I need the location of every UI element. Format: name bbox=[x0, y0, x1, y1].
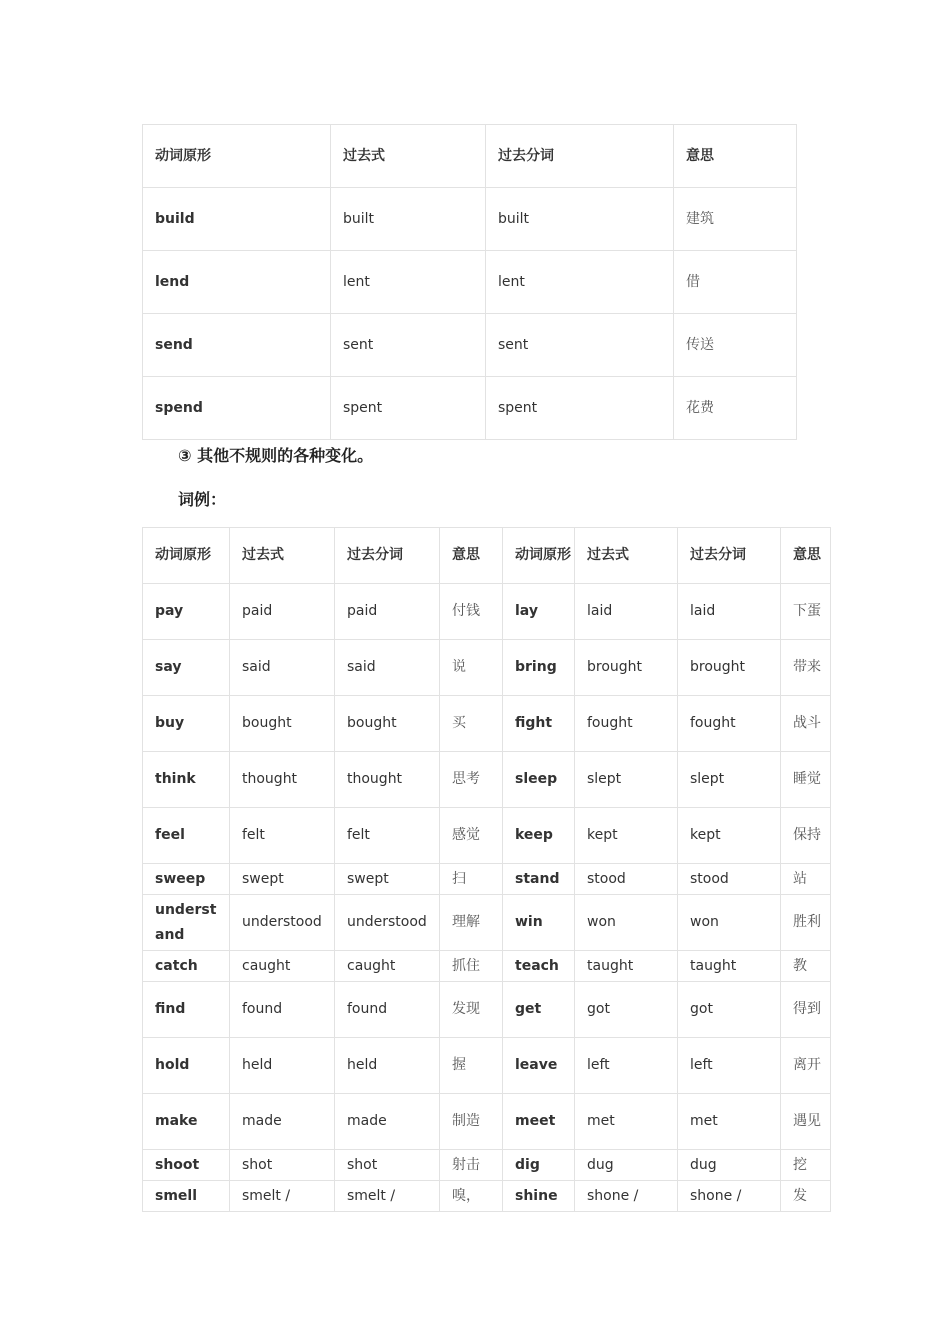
past-participle-cell: got bbox=[678, 982, 781, 1038]
table-row bbox=[143, 895, 831, 951]
example-label: 词例： bbox=[178, 490, 227, 509]
header-cell: 过去式 bbox=[575, 528, 678, 584]
base-form-cell: pay bbox=[143, 584, 230, 640]
past-participle-cell: built bbox=[486, 188, 674, 251]
table-row bbox=[143, 251, 797, 314]
past-participle-cell: stood bbox=[678, 864, 781, 895]
table-row bbox=[143, 1094, 831, 1150]
table-header-row bbox=[143, 528, 831, 584]
base-form-cell: send bbox=[143, 314, 331, 377]
base-form-cell: teach bbox=[503, 951, 575, 982]
meaning-cell: 战斗 bbox=[781, 696, 831, 752]
table-row bbox=[143, 696, 831, 752]
meaning-cell: 带来 bbox=[781, 640, 831, 696]
meaning-cell: 传送 bbox=[674, 314, 797, 377]
section-heading: ③ 其他不规则的各种变化。 bbox=[178, 446, 374, 465]
header-cell: 过去分词 bbox=[335, 528, 440, 584]
table-row bbox=[143, 808, 831, 864]
base-form-cell: smell bbox=[143, 1181, 230, 1212]
base-form-cell: dig bbox=[503, 1150, 575, 1181]
past-participle-cell: left bbox=[678, 1038, 781, 1094]
past-tense-cell: said bbox=[230, 640, 335, 696]
past-tense-cell: bought bbox=[230, 696, 335, 752]
base-form-cell: lay bbox=[503, 584, 575, 640]
meaning-cell: 制造 bbox=[440, 1094, 503, 1150]
header-cell: 动词原形 bbox=[143, 125, 331, 188]
past-participle-cell: lent bbox=[486, 251, 674, 314]
past-participle-cell: caught bbox=[335, 951, 440, 982]
table-row bbox=[143, 752, 831, 808]
past-participle-cell: found bbox=[335, 982, 440, 1038]
meaning-cell: 发现 bbox=[440, 982, 503, 1038]
past-tense-cell: brought bbox=[575, 640, 678, 696]
meaning-cell: 嗅， bbox=[440, 1181, 503, 1212]
table-row bbox=[143, 377, 797, 440]
past-tense-cell: slept bbox=[575, 752, 678, 808]
past-tense-cell: found bbox=[230, 982, 335, 1038]
past-tense-cell: won bbox=[575, 895, 678, 951]
past-participle-cell: laid bbox=[678, 584, 781, 640]
past-tense-cell: understood bbox=[230, 895, 335, 951]
past-participle-cell: kept bbox=[678, 808, 781, 864]
table-row bbox=[143, 1150, 831, 1181]
meaning-cell: 扫 bbox=[440, 864, 503, 895]
past-participle-cell: thought bbox=[335, 752, 440, 808]
base-form-cell: build bbox=[143, 188, 331, 251]
header-cell: 过去式 bbox=[230, 528, 335, 584]
past-participle-cell: sent bbox=[486, 314, 674, 377]
past-participle-cell: held bbox=[335, 1038, 440, 1094]
past-tense-cell: stood bbox=[575, 864, 678, 895]
past-tense-cell: left bbox=[575, 1038, 678, 1094]
header-cell: 动词原形 bbox=[143, 528, 230, 584]
past-tense-cell: swept bbox=[230, 864, 335, 895]
base-form-cell: feel bbox=[143, 808, 230, 864]
base-form-cell: buy bbox=[143, 696, 230, 752]
header-cell: 过去式 bbox=[331, 125, 486, 188]
meaning-cell: 下蛋 bbox=[781, 584, 831, 640]
past-tense-cell: laid bbox=[575, 584, 678, 640]
table-row bbox=[143, 1181, 831, 1212]
table-row bbox=[143, 982, 831, 1038]
base-form-cell: meet bbox=[503, 1094, 575, 1150]
past-participle-cell: won bbox=[678, 895, 781, 951]
base-form-cell: say bbox=[143, 640, 230, 696]
past-participle-cell: taught bbox=[678, 951, 781, 982]
past-tense-cell: felt bbox=[230, 808, 335, 864]
past-tense-cell: sent bbox=[331, 314, 486, 377]
base-form-cell: sleep bbox=[503, 752, 575, 808]
base-form-cell: bring bbox=[503, 640, 575, 696]
table-row bbox=[143, 314, 797, 377]
meaning-cell: 射击 bbox=[440, 1150, 503, 1181]
past-tense-cell: smelt / bbox=[230, 1181, 335, 1212]
meaning-cell: 理解 bbox=[440, 895, 503, 951]
past-tense-cell: built bbox=[331, 188, 486, 251]
past-participle-cell: slept bbox=[678, 752, 781, 808]
meaning-cell: 花费 bbox=[674, 377, 797, 440]
base-form-cell: find bbox=[143, 982, 230, 1038]
meaning-cell: 遇见 bbox=[781, 1094, 831, 1150]
past-participle-cell: fought bbox=[678, 696, 781, 752]
base-form-cell: shoot bbox=[143, 1150, 230, 1181]
meaning-cell: 站 bbox=[781, 864, 831, 895]
meaning-cell: 睡觉 bbox=[781, 752, 831, 808]
past-participle-cell: bought bbox=[335, 696, 440, 752]
meaning-cell: 付钱 bbox=[440, 584, 503, 640]
past-participle-cell: met bbox=[678, 1094, 781, 1150]
past-participle-cell: brought bbox=[678, 640, 781, 696]
meaning-cell: 胜利 bbox=[781, 895, 831, 951]
table-row bbox=[143, 1038, 831, 1094]
meaning-cell: 说 bbox=[440, 640, 503, 696]
past-tense-cell: got bbox=[575, 982, 678, 1038]
past-participle-cell: smelt / bbox=[335, 1181, 440, 1212]
meaning-cell: 离开 bbox=[781, 1038, 831, 1094]
past-tense-cell: shot bbox=[230, 1150, 335, 1181]
past-participle-cell: understood bbox=[335, 895, 440, 951]
meaning-cell: 握 bbox=[440, 1038, 503, 1094]
past-tense-cell: spent bbox=[331, 377, 486, 440]
past-participle-cell: spent bbox=[486, 377, 674, 440]
base-form-cell: catch bbox=[143, 951, 230, 982]
base-form-cell: shine bbox=[503, 1181, 575, 1212]
base-form-cell: make bbox=[143, 1094, 230, 1150]
past-tense-cell: shone / bbox=[575, 1181, 678, 1212]
meaning-cell: 挖 bbox=[781, 1150, 831, 1181]
header-cell: 意思 bbox=[781, 528, 831, 584]
header-cell: 过去分词 bbox=[486, 125, 674, 188]
base-form-cell: sweep bbox=[143, 864, 230, 895]
table-row bbox=[143, 951, 831, 982]
base-form-cell: fight bbox=[503, 696, 575, 752]
past-tense-cell: taught bbox=[575, 951, 678, 982]
meaning-cell: 思考 bbox=[440, 752, 503, 808]
meaning-cell: 抓住 bbox=[440, 951, 503, 982]
past-tense-cell: thought bbox=[230, 752, 335, 808]
table-row bbox=[143, 188, 797, 251]
past-participle-cell: paid bbox=[335, 584, 440, 640]
meaning-cell: 借 bbox=[674, 251, 797, 314]
header-cell: 过去分词 bbox=[678, 528, 781, 584]
past-participle-cell: dug bbox=[678, 1150, 781, 1181]
base-form-cell: hold bbox=[143, 1038, 230, 1094]
past-tense-cell: fought bbox=[575, 696, 678, 752]
base-form-cell: spend bbox=[143, 377, 331, 440]
past-tense-cell: held bbox=[230, 1038, 335, 1094]
meaning-cell: 建筑 bbox=[674, 188, 797, 251]
table-row bbox=[143, 864, 831, 895]
base-form-cell: understand bbox=[143, 895, 230, 951]
past-tense-cell: made bbox=[230, 1094, 335, 1150]
table-row bbox=[143, 584, 831, 640]
base-form-cell: win bbox=[503, 895, 575, 951]
base-form-cell: stand bbox=[503, 864, 575, 895]
past-tense-cell: lent bbox=[331, 251, 486, 314]
base-form-cell: get bbox=[503, 982, 575, 1038]
base-form-cell: keep bbox=[503, 808, 575, 864]
header-cell: 意思 bbox=[674, 125, 797, 188]
header-cell: 意思 bbox=[440, 528, 503, 584]
past-tense-cell: paid bbox=[230, 584, 335, 640]
meaning-cell: 得到 bbox=[781, 982, 831, 1038]
meaning-cell: 感觉 bbox=[440, 808, 503, 864]
past-participle-cell: shot bbox=[335, 1150, 440, 1181]
table-row bbox=[143, 640, 831, 696]
meaning-cell: 保持 bbox=[781, 808, 831, 864]
past-participle-cell: said bbox=[335, 640, 440, 696]
past-participle-cell: made bbox=[335, 1094, 440, 1150]
past-tense-cell: met bbox=[575, 1094, 678, 1150]
past-tense-cell: caught bbox=[230, 951, 335, 982]
meaning-cell: 买 bbox=[440, 696, 503, 752]
past-tense-cell: dug bbox=[575, 1150, 678, 1181]
base-form-cell: lend bbox=[143, 251, 331, 314]
header-cell: 动词原形 bbox=[503, 528, 575, 584]
past-participle-cell: shone / bbox=[678, 1181, 781, 1212]
past-participle-cell: felt bbox=[335, 808, 440, 864]
verb-table-2 bbox=[142, 527, 831, 1212]
base-form-cell: think bbox=[143, 752, 230, 808]
meaning-cell: 教 bbox=[781, 951, 831, 982]
meaning-cell: 发 bbox=[781, 1181, 831, 1212]
past-tense-cell: kept bbox=[575, 808, 678, 864]
table-header-row bbox=[143, 125, 797, 188]
base-form-cell: leave bbox=[503, 1038, 575, 1094]
past-participle-cell: swept bbox=[335, 864, 440, 895]
verb-table-1 bbox=[142, 124, 797, 440]
